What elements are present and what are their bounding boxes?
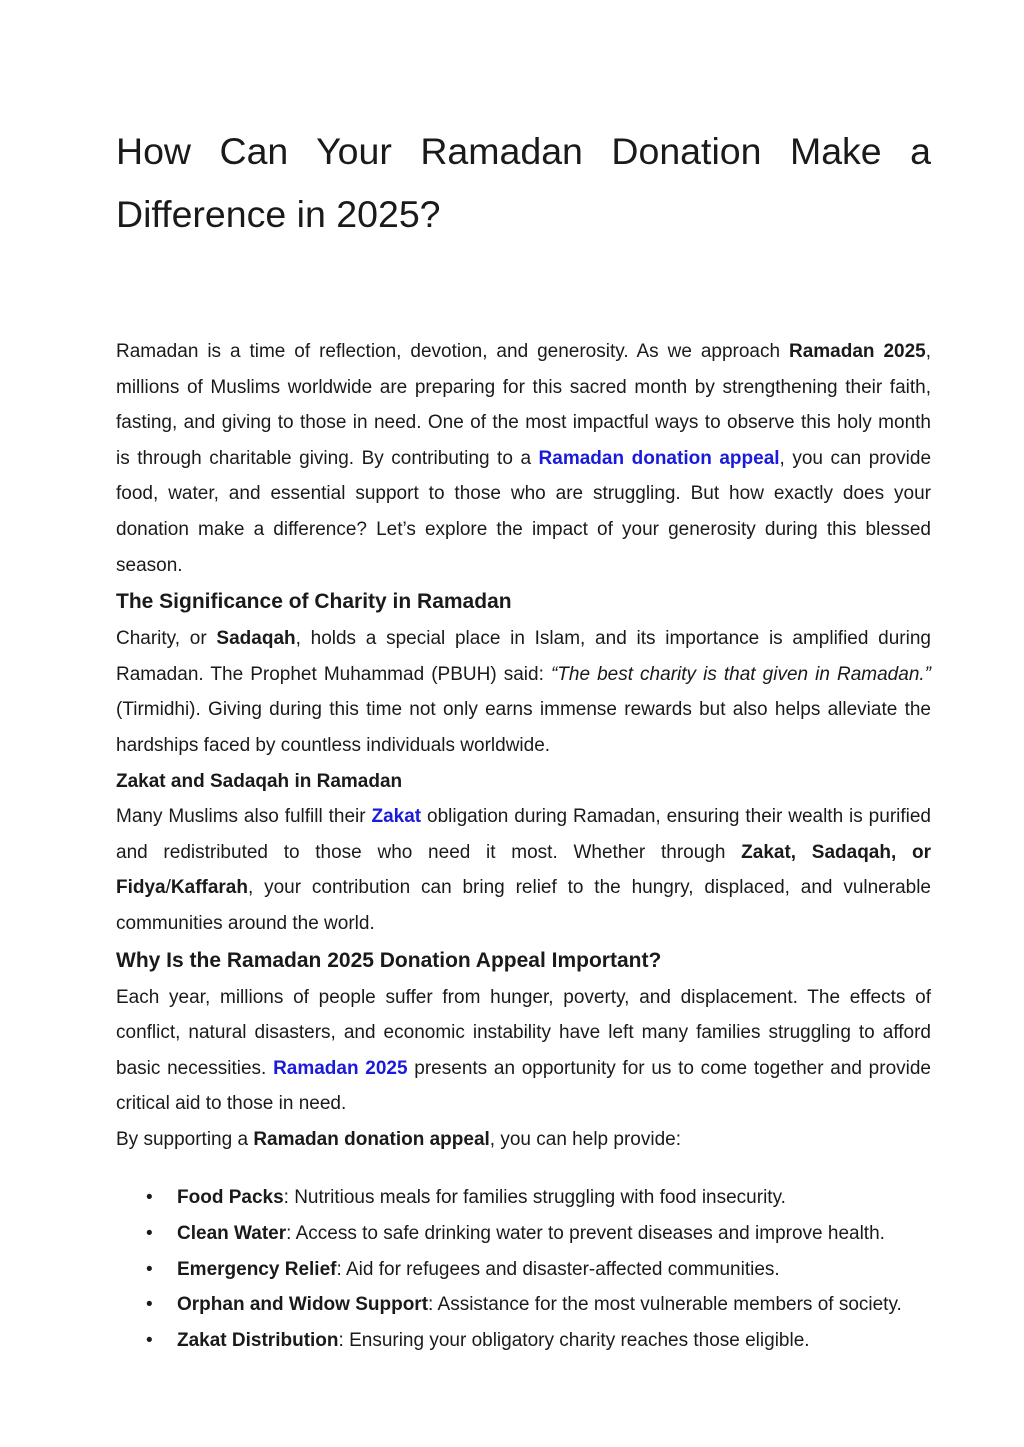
ramadan-donation-appeal-link[interactable]: Ramadan donation appeal [538,447,780,469]
intro-text-1: Ramadan is a time of reflection, devotion, and generosity. As we approach [116,341,789,362]
zakat-link[interactable]: Zakat [371,806,422,828]
list-item-food-packs [146,1180,931,1216]
list-item-emergency-relief [146,1252,931,1288]
page-title: How Can Your Ramadan Donation Make a Difference in 2025? [116,130,931,235]
why-text-1: Each year, millions of people suffer from hunger, poverty, and displacement. The effects of conflict, natural disasters, and economic instability have left many families struggling to afford basic necessities. [116,986,931,1079]
list-item-desc: : Ensuring your obligatory charity reaches those eligible. [338,1329,810,1351]
list-item-desc: : Access to safe drinking water to prevent diseases and improve health. [286,1223,885,1245]
document-page [116,0,931,1358]
zakat-bold-types: Zakat, Sadaqah, or Fidya [116,841,931,899]
significance-text-1: Charity, or [116,628,217,650]
why-important-paragraph [116,980,931,1122]
list-item-desc: : Aid for refugees and disaster-affected communities. [336,1258,780,1280]
list-item-term: Emergency Relief [177,1258,337,1280]
aid-list [116,1180,931,1358]
bullet-icon: • [146,1223,153,1245]
list-item-desc: : Assistance for the most vulnerable members of society. [428,1294,902,1316]
zakat-slash: / [165,877,171,899]
why-text-2: presents an opportunity for us to come together and provide critical aid to those in need. [116,1057,932,1115]
intro-bold-ramadan-2025: Ramadan 2025 [788,341,926,362]
list-item-term: Orphan and Widow Support [177,1294,429,1316]
significance-paragraph [116,621,931,763]
heading-significance-of-charity: The Significance of Charity in Ramadan [116,590,512,614]
zakat-paragraph [116,799,931,941]
zakat-text-2: obligation during Ramadan, ensuring their wealth is purified and redistributed to those who need it most. Whether through [116,806,931,863]
significance-bold-sadaqah: Sadaqah [216,628,296,650]
zakat-text-1: Many Muslims also fulfill their [116,806,372,828]
heading-why-important: Why Is the Ramadan 2025 Donation Appeal Important? [116,948,662,972]
supporting-paragraph [116,1122,931,1158]
list-item-desc: : Nutritious meals for families struggling with food insecurity. [283,1187,786,1209]
bullet-icon: • [146,1187,153,1209]
intro-text-3: , you can provide food, water, and essential support to those who are struggling. But how exactly does your donation make a difference? Let’s explore the impact of your generosity during this blessed season. [116,447,932,576]
bullet-icon: • [146,1329,153,1351]
intro-paragraph [116,334,931,583]
supporting-text-1: By supporting a [116,1128,254,1150]
list-item-term: Clean Water [177,1223,287,1245]
intro-text-2: , millions of Muslims worldwide are preparing for this sacred month by strengthening their faith, fasting, and giving to those in need. One of the most impactful ways to observe this holy month is through charitable giving. By contributing to a [116,341,931,469]
list-item-orphan-widow-support [146,1287,931,1323]
prophet-quote: “The best charity is that given in Ramadan.” [550,663,931,685]
list-item-clean-water [146,1216,931,1252]
significance-text-3: (Tirmidhi). Giving during this time not only earns immense rewards but also helps alleviate the hardships faced by countless individuals worldwide. [116,699,931,756]
supporting-bold-appeal: Ramadan donation appeal [253,1128,490,1150]
list-item-term: Zakat Distribution [177,1329,339,1351]
bullet-icon: • [146,1294,153,1316]
zakat-text-4: , your contribution can bring relief to the hungry, displaced, and vulnerable communities around the world. [116,877,931,934]
significance-text-2: , holds a special place in Islam, and its importance is amplified during Ramadan. The Prophet Muhammad (PBUH) said: [116,628,931,685]
list-item-zakat-distribution [146,1323,931,1359]
zakat-bold-kaffarah: Kaffarah [170,877,248,899]
bullet-icon: • [146,1258,153,1280]
heading-zakat-and-sadaqah: Zakat and Sadaqah in Ramadan [116,770,403,792]
supporting-text-2: , you can help provide: [489,1128,681,1150]
list-item-term: Food Packs [177,1187,284,1209]
ramadan-2025-link[interactable]: Ramadan 2025 [273,1057,408,1079]
